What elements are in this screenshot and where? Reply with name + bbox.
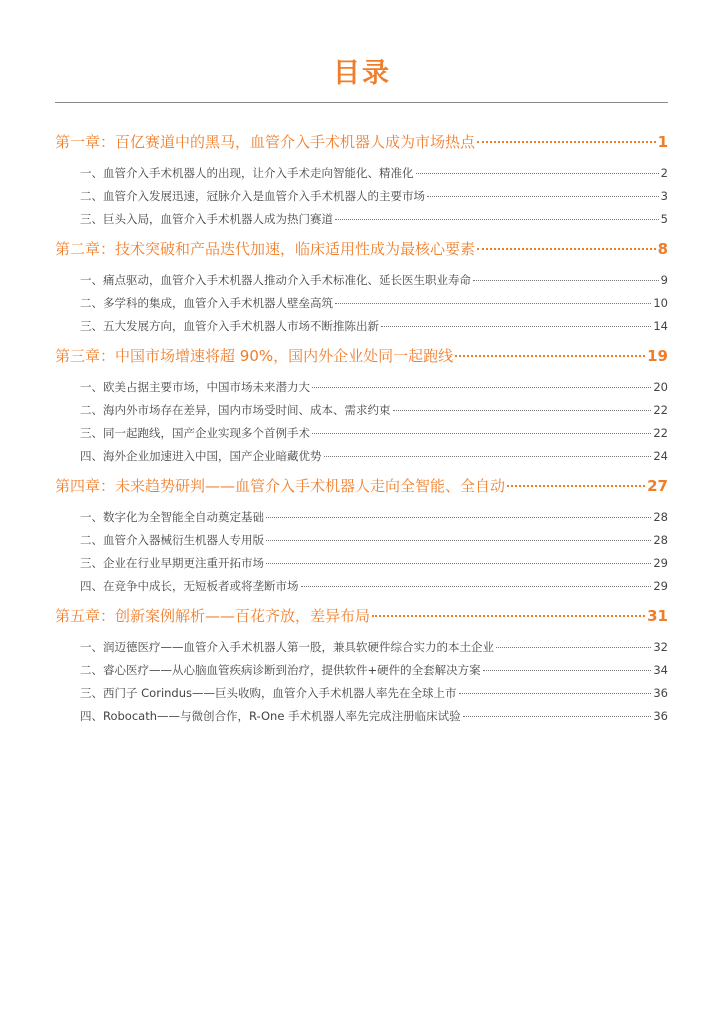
dot-leader [324,456,652,457]
chapter-entry-2[interactable] [55,235,668,263]
section-list [55,636,668,728]
dot-leader [459,693,652,694]
section-entry[interactable] [80,445,668,468]
section-page-number: 22 [653,403,668,417]
dot-leader [312,433,651,434]
section-title: 三、五大发展方向，血管介入手术机器人市场不断推陈出新 [80,319,379,333]
section-entry[interactable] [80,575,668,598]
section-page-number: 28 [653,510,668,524]
section-title: 二、血管介入发展迅速，冠脉介入是血管介入手术机器人的主要市场 [80,189,425,203]
chapter-title: 第五章：创新案例解析——百花齐放，差异布局 [55,607,371,625]
section-page-number: 5 [660,212,668,226]
section-page-number: 29 [653,579,668,593]
section-entry[interactable] [80,399,668,422]
title-divider [55,102,668,103]
section-entry[interactable] [80,705,668,728]
chapter-entry-4[interactable] [55,472,668,500]
section-title: 四、海外企业加速进入中国，国产企业暗藏优势 [80,449,322,463]
dot-leader [301,586,652,587]
section-entry[interactable] [80,636,668,659]
chapter-block-5 [55,602,668,728]
chapter-entry-1[interactable] [55,128,668,156]
section-page-number: 20 [653,380,668,394]
section-title: 三、同一起跑线，国产企业实现多个首例手术 [80,426,310,440]
section-title: 四、Robocath——与微创合作，R-One 手术机器人率先完成注册临床试验 [80,709,461,723]
section-entry[interactable] [80,552,668,575]
dot-leader [496,647,651,648]
section-title: 二、多学科的集成，血管介入手术机器人壁垒高筑 [80,296,333,310]
section-list [55,376,668,468]
dot-leader [266,517,651,518]
chapter-entry-5[interactable] [55,602,668,630]
table-of-contents [55,128,668,732]
dot-leader [335,219,659,220]
chapter-block-4 [55,472,668,598]
dot-leader [483,670,652,671]
dot-leader [477,141,656,143]
chapter-block-3 [55,342,668,468]
dot-leader [477,248,656,250]
section-entry[interactable] [80,162,668,185]
chapter-title: 第四章：未来趋势研判——血管介入手术机器人走向全智能、全自动 [55,477,506,495]
section-page-number: 24 [653,449,668,463]
section-entry[interactable] [80,682,668,705]
section-title: 一、痛点驱动，血管介入手术机器人推动介入手术标准化、延长医生职业寿命 [80,273,471,287]
section-page-number: 29 [653,556,668,570]
section-title: 二、睿心医疗——从心脑血管疾病诊断到治疗，提供软件+硬件的全套解决方案 [80,663,481,677]
section-title: 一、血管介入手术机器人的出现，让介入手术走向智能化、精准化 [80,166,414,180]
dot-leader [393,410,652,411]
section-page-number: 36 [653,686,668,700]
section-title: 三、巨头入局，血管介入手术机器人成为热门赛道 [80,212,333,226]
section-entry[interactable] [80,529,668,552]
section-entry[interactable] [80,208,668,231]
section-title: 一、欧美占据主要市场，中国市场未来潜力大 [80,380,310,394]
section-entry[interactable] [80,376,668,399]
section-list [55,162,668,231]
dot-leader [372,615,645,617]
section-page-number: 14 [653,319,668,333]
section-page-number: 36 [653,709,668,723]
section-page-number: 32 [653,640,668,654]
page-title: 目录 [333,58,391,89]
section-title: 三、西门子 Corindus——巨头收购，血管介入手术机器人率先在全球上市 [80,686,457,700]
dot-leader [266,563,651,564]
section-list [55,506,668,598]
section-entry[interactable] [80,292,668,315]
chapter-entry-3[interactable] [55,342,668,370]
section-entry[interactable] [80,659,668,682]
section-entry[interactable] [80,185,668,208]
dot-leader [455,355,645,357]
chapter-title: 第一章：百亿赛道中的黑马，血管介入手术机器人成为市场热点 [55,133,476,151]
dot-leader [312,387,651,388]
chapter-page-number: 31 [647,607,668,625]
section-page-number: 28 [653,533,668,547]
section-page-number: 22 [653,426,668,440]
dot-leader [427,196,659,197]
chapter-title: 第二章：技术突破和产品迭代加速，临床适用性成为最核心要素 [55,240,476,258]
chapter-page-number: 19 [647,347,668,365]
section-entry[interactable] [80,269,668,292]
section-page-number: 3 [660,189,668,203]
dot-leader [463,716,652,717]
section-entry[interactable] [80,422,668,445]
dot-leader [381,326,651,327]
section-page-number: 34 [653,663,668,677]
dot-leader [335,303,651,304]
section-title: 一、数字化为全智能全自动奠定基础 [80,510,264,524]
section-title: 二、血管介入器械衍生机器人专用版 [80,533,264,547]
chapter-title: 第三章：中国市场增速将超 90%，国内外企业处同一起跑线 [55,347,454,365]
section-title: 四、在竞争中成长，无短板者或将垄断市场 [80,579,299,593]
section-page-number: 9 [660,273,668,287]
dot-leader [507,485,645,487]
chapter-block-2 [55,235,668,338]
dot-leader [473,280,659,281]
chapter-page-number: 1 [657,133,668,151]
section-list [55,269,668,338]
section-page-number: 2 [660,166,668,180]
dot-leader [416,173,659,174]
dot-leader [266,540,651,541]
section-entry[interactable] [80,315,668,338]
section-title: 一、润迈德医疗——血管介入手术机器人第一股，兼具软硬件综合实力的本土企业 [80,640,494,654]
section-title: 三、企业在行业早期更注重开拓市场 [80,556,264,570]
chapter-page-number: 8 [657,240,668,258]
chapter-page-number: 27 [647,477,668,495]
section-page-number: 10 [653,296,668,310]
section-entry[interactable] [80,506,668,529]
chapter-block-1 [55,128,668,231]
section-title: 二、海内外市场存在差异，国内市场受时间、成本、需求约束 [80,403,391,417]
